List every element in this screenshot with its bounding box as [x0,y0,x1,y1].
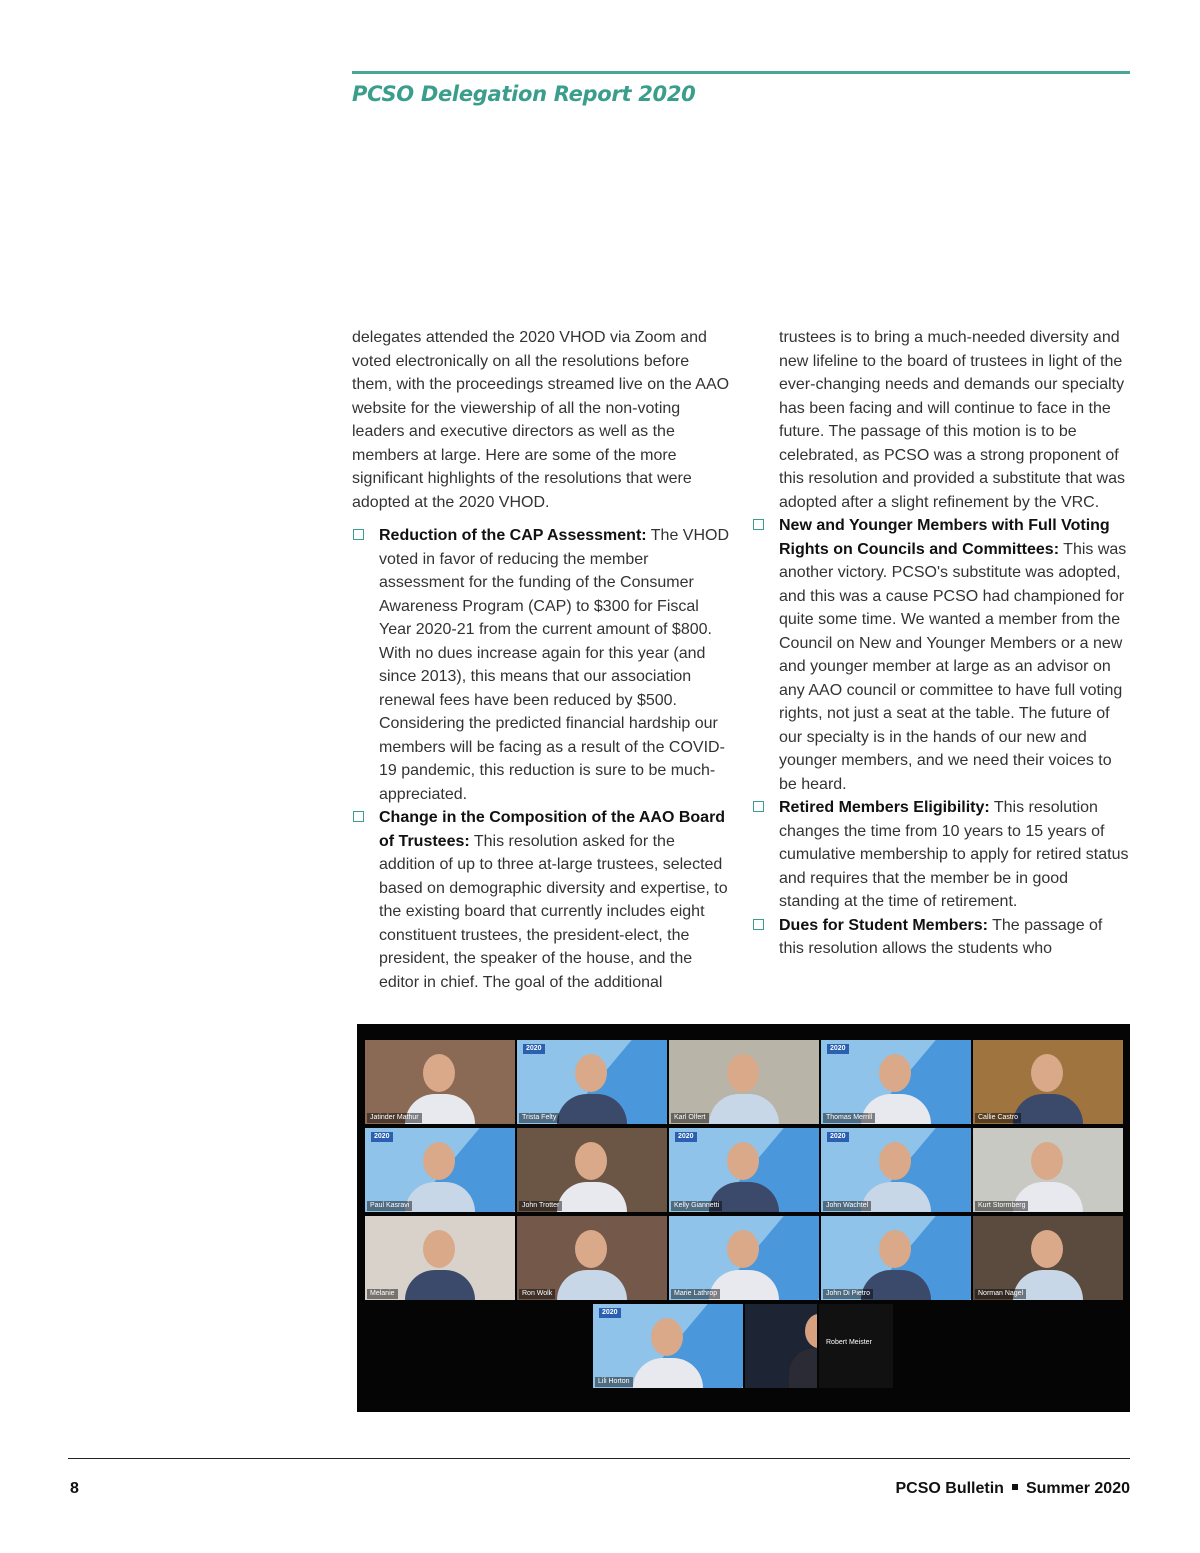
participant-head [575,1054,607,1092]
participant-name: John Di Pietro [823,1289,873,1299]
participant-tile [973,1216,1123,1300]
vhod-logo: 2020 [523,1044,545,1054]
section-title: PCSO Delegation Report 2020 [352,82,696,106]
participant-tile [973,1040,1123,1124]
participant-name: Paul Kasravi [367,1201,412,1211]
participant-head [575,1230,607,1268]
item-text: This resolution changes the time from 10 years to 15 years of cumulative membership to apply for retired status and requires that the member be in good standing at the time of retirement. [779,799,1129,910]
list-item [352,524,732,806]
right-column [752,326,1130,961]
participant-name: John Trotter [519,1201,562,1211]
participant-tile [365,1216,515,1300]
participant-tile [821,1128,971,1212]
left-column [352,326,732,994]
footer-rule [68,1458,1130,1459]
participant-name: Robert Meister [826,1339,872,1346]
participant-tile [365,1040,515,1124]
participant-name: Melanie [367,1289,398,1299]
publication-name: PCSO Bulletin [895,1480,1004,1497]
item-text: This was another victory. PCSO's substitute was adopted, and this was a cause PCSO had championed for quite some time. We wanted a member from the Council on New and Younger Members or a new and younger member at large as an advisor on any AAO council or committee to have full voting rights, not just a seat at the table. The future of our specialty is in the hands of our new and younger members, and we need their voices to be heard. [779,540,1127,793]
participant-head [423,1230,455,1268]
participant-head [727,1142,759,1180]
bullet-square-icon [753,801,764,812]
participant-head [879,1142,911,1180]
participant-head [879,1054,911,1092]
participant-name: Callie Castro [975,1113,1021,1123]
intro-paragraph: delegates attended the 2020 VHOD via Zoom and voted electronically on all the resolutions before them, with the proceedings streamed live on the AAO website for the viewership of all the non-voting leaders and executive directors as well as the members at large. Here are some of the more significant highlights of the resolutions that were adopted at the 2020 VHOD. [352,329,730,511]
participant-head [651,1318,683,1356]
separator-square-icon [1012,1484,1018,1490]
participant-tile [669,1040,819,1124]
participant-name: John Wachtel [823,1201,871,1211]
participant-tile [365,1128,515,1212]
bullet-square-icon [353,811,364,822]
participant-tile [669,1216,819,1300]
vhod-logo: 2020 [827,1132,849,1142]
issue-name: Summer 2020 [1025,1480,1130,1497]
participant-name: Trista Felty [519,1113,559,1123]
item-heading: Change in the Composition of the AAO Board of Trustees: [379,809,726,850]
footer-publication [895,1480,1130,1498]
participant-name: Kelly Giannetti [671,1201,722,1211]
participant-name: Karl Olfert [671,1113,709,1123]
list-item [752,514,1130,796]
vhod-logo: 2020 [599,1308,621,1318]
participant-head [1031,1142,1063,1180]
bullet-square-icon [753,919,764,930]
participant-tile [973,1128,1123,1212]
item-text: This resolution asked for the addition of up to three at-large trustees, selected based on demographic diversity and expertise, to the existing board that currently includes eight constituent trustees, the president-elect, the president, the speaker of the house, and the editor in chief. The goal of the additional [379,832,728,991]
item-heading: Dues for Student Members: [779,916,988,934]
participant-name: Norman Nagel [975,1289,1026,1299]
header-rule [352,71,1130,74]
participant-tile [517,1216,667,1300]
page-number: 8 [70,1480,79,1497]
participant-head [727,1054,759,1092]
participant-tile [669,1128,819,1212]
participant-tile [517,1128,667,1212]
participant-head [727,1230,759,1268]
participant-name: Thomas Merrill [823,1113,875,1123]
participant-head [879,1230,911,1268]
item-text: The passage of this resolution allows the students who [779,916,1103,957]
list-item [752,914,1130,961]
participant-tile [593,1304,743,1388]
item-heading: New and Younger Members with Full Voting Rights on Councils and Committees: [779,517,1110,558]
bullet-square-icon [353,529,364,540]
vhod-logo: 2020 [371,1132,393,1142]
list-item [352,806,732,994]
item-heading: Retired Members Eligibility: [779,799,990,816]
participant-head [1031,1054,1063,1092]
participant-tile [517,1040,667,1124]
participant-head [575,1142,607,1180]
participant-head [1031,1230,1063,1268]
participant-tile [821,1216,971,1300]
participant-tile [745,1304,817,1388]
list-item [752,796,1130,914]
participant-name: Kurt Stormberg [975,1201,1028,1211]
continued-paragraph: trustees is to bring a much-needed diversity and new lifeline to the board of trustees in light of the ever-changing needs and demands our specialty has been facing and will continue to face in the future. The passage of this motion is to be celebrated, as PCSO was a strong proponent of this resolution and provided a substitute that was adopted after a slight refinement by the VRC. [779,329,1125,511]
vhod-logo: 2020 [827,1044,849,1054]
bullet-square-icon [753,519,764,530]
item-text: The VHOD voted in favor of reducing the member assessment for the funding of the Consumer Awareness Program (CAP) to $300 for Fiscal Year 2020-21 from the current amount of $800. With no dues increase again for this year (and since 2013), this means that our association renewal fees have been reduced by $500. Considering the predicted financial hardship our members will be facing as a result of the COVID-19 pandemic, this reduction is sure to be much-appreciated. [379,527,730,803]
participant-name: Marie Lathrop [671,1289,720,1299]
vhod-logo: 2020 [675,1132,697,1142]
participant-name: Ron Wolk [519,1289,555,1299]
zoom-meeting-photo [357,1024,1130,1412]
item-heading: Reduction of the CAP Assessment: [379,527,647,544]
participant-tile [819,1304,893,1388]
participant-tile [821,1040,971,1124]
participant-name: Jatinder Mathur [367,1113,422,1123]
participant-name: Lili Horton [595,1377,633,1387]
participant-head [423,1142,455,1180]
participant-head [423,1054,455,1092]
